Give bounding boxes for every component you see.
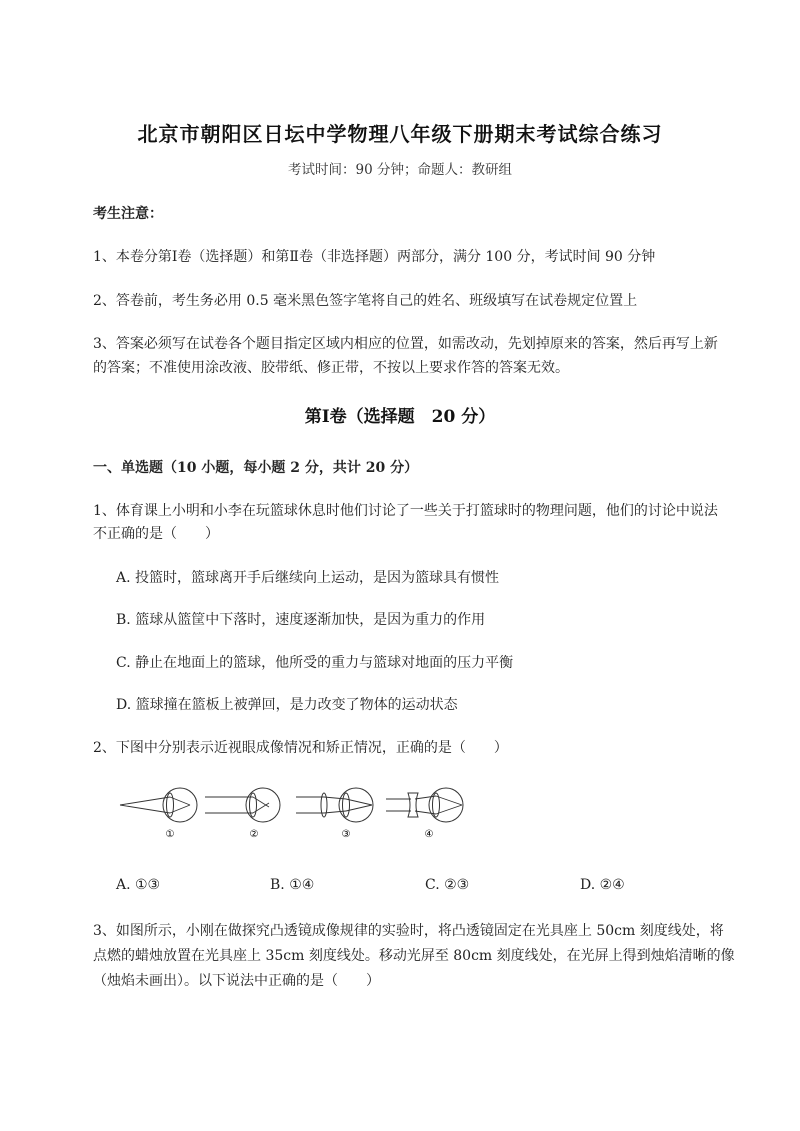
question-2-option-d: D. ②④ (580, 877, 625, 893)
notice-item: 2、答卷前，考生务必用 0.5 毫米黑色签字笔将自己的姓名、班级填写在试卷规定位置上 (93, 293, 638, 309)
question-2-option-c: C. ②③ (425, 877, 470, 893)
notice-item: 3、答案必须写在试卷各个题目指定区域内相应的位置，如需改动，先划掉原来的答案，然后再写上新 (93, 336, 718, 352)
question-3-stem-continued: （烛焰未画出）。以下说法中正确的是（ ） (93, 973, 380, 989)
question-2-option-a: A. ①③ (116, 877, 161, 893)
question-1-option-b: B. 篮球从篮筐中下落时，速度逐渐加快，是因为重力的作用 (116, 612, 486, 628)
question-2-option-b: B. ①④ (270, 877, 315, 893)
eye-diagram-3 (294, 785, 384, 845)
question-1-stem-continued: 不正确的是（ ） (93, 526, 219, 542)
question-3-stem: 3、如图所示，小刚在做探究凸透镜成像规律的实验时，将凸透镜固定在光具座上 50cm 刻度线处，将 (93, 923, 724, 939)
question-1-option-d: D. 篮球撞在篮板上被弹回，是力改变了物体的运动状态 (116, 697, 458, 713)
eye-diagram-2 (203, 785, 293, 845)
eye-diagram-1 (118, 785, 208, 845)
section-title: 第Ⅰ卷（选择题 20 分） (304, 407, 496, 427)
question-3-stem-continued: 点燃的蜡烛放置在光具座上 35cm 刻度线处。移动光屏至 80cm 刻度线处，在光屏上得到烛焰清晰的像 (93, 948, 735, 964)
figure-label: ① (165, 829, 175, 840)
figure-label: ④ (424, 829, 434, 840)
exam-info: 考试时间：90 分钟；命题人：教研组 (288, 162, 512, 178)
notice-heading: 考生注意： (93, 206, 163, 222)
question-1-option-c: C. 静止在地面上的篮球，他所受的重力与篮球对地面的压力平衡 (116, 655, 514, 671)
eye-diagram-4 (384, 785, 474, 845)
question-1-option-a: A. 投篮时，篮球离开手后继续向上运动，是因为篮球具有惯性 (116, 570, 500, 586)
figure-label: ③ (341, 829, 351, 840)
part-heading: 一、单选题（10 小题，每小题 2 分，共计 20 分） (93, 460, 419, 476)
question-2-stem: 2、下图中分别表示近视眼成像情况和矫正情况，正确的是（ ） (93, 740, 508, 756)
notice-item: 1、本卷分第Ⅰ卷（选择题）和第Ⅱ卷（非选择题）两部分，满分 100 分，考试时间 90 分钟 (93, 249, 656, 265)
notice-item-continued: 的答案；不准使用涂改液、胶带纸、修正带，不按以上要求作答的答案无效。 (93, 360, 569, 376)
question-1-stem: 1、体育课上小明和小李在玩篮球休息时他们讨论了一些关于打篮球时的物理问题，他们的讨论中说法 (93, 503, 718, 519)
page-title: 北京市朝阳区日坛中学物理八年级下册期末考试综合练习 (137, 122, 663, 146)
figure-label: ② (249, 829, 259, 840)
